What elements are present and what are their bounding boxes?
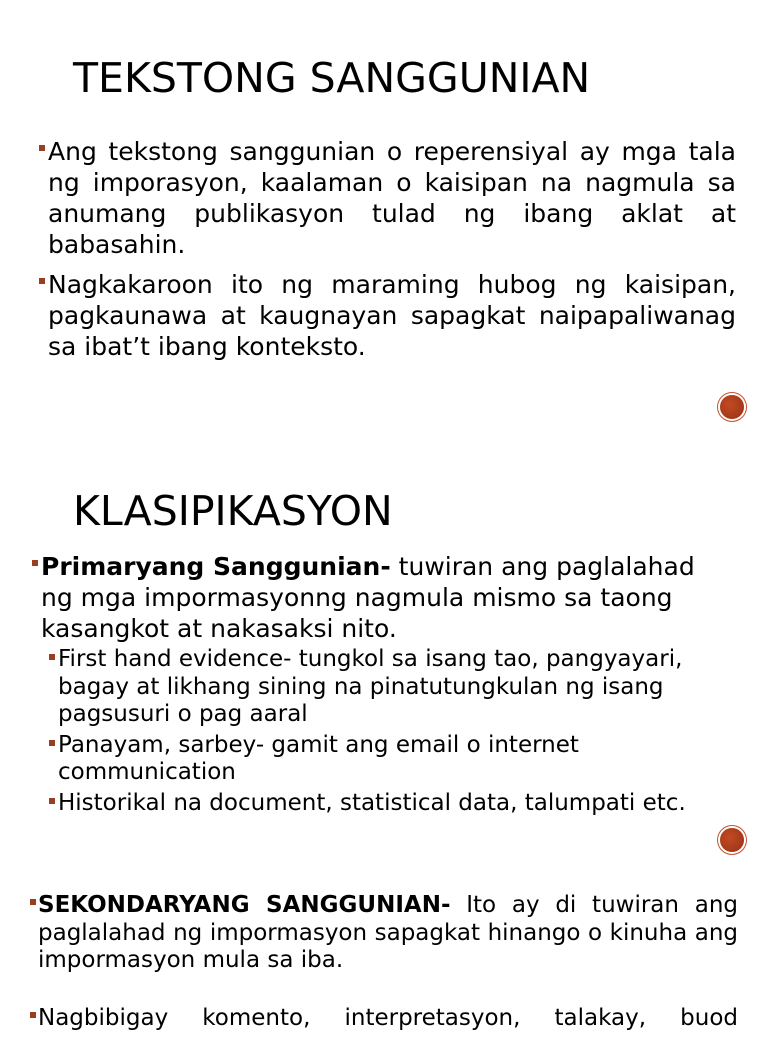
slide-marker-dot-icon: [720, 395, 744, 419]
list-item: Panayam, sarbey- gamit ang email o internet communication: [58, 732, 743, 787]
list-item-secondary: [38, 892, 738, 975]
section-title-tekstong-sanggunian: TEKSTONG SANGGUNIAN: [73, 54, 591, 102]
list-item: Ang tekstong sanggunian o reperensiyal ay mga tala ng imporasyon, kaalaman o kaisipan na nagmula sa anumang publikasyon tulad ng ibang aklat at babasahin.: [48, 137, 736, 259]
list-item: Historikal na document, statistical data, talumpati etc.: [58, 790, 743, 818]
list-item: Nagkakaroon ito ng maraming hubog ng kaisipan, pagkaunawa at kaugnayan sapagkat naipapaliwanag sa ibat’t ibang konteksto.: [48, 270, 736, 361]
list-item: Nagbibigay komento, interpretasyon, talakay, buod: [38, 1004, 738, 1031]
primary-definition: tuwiran ang paglalahad ng mga impormasyonng nagmula mismo sa taong kasangkot at nakasaksi nito.: [41, 552, 695, 643]
secondary-term: SEKONDARYANG SANGGUNIAN-: [38, 892, 451, 918]
slide-marker-dot-icon: [720, 828, 744, 852]
section-title-klasipikasyon: KLASIPIKASYON: [73, 487, 393, 535]
secondary-definition: Ito ay di tuwiran ang paglalahad ng impormasyon sapagkat hinango o kinuha ang impormasyon mula sa iba.: [38, 892, 738, 973]
classification-list: [41, 551, 731, 820]
definition-list: [48, 136, 736, 371]
primary-term: Primaryang Sanggunian-: [41, 552, 391, 581]
list-item: First hand evidence- tungkol sa isang tao, pangyayari, bagay at likhang sining na pinatutungkulan ng isang pagsusuri o pag aaral: [58, 646, 743, 729]
secondary-list: [38, 892, 738, 1062]
list-item-primary: [41, 551, 731, 817]
primary-examples-list: [58, 646, 743, 817]
